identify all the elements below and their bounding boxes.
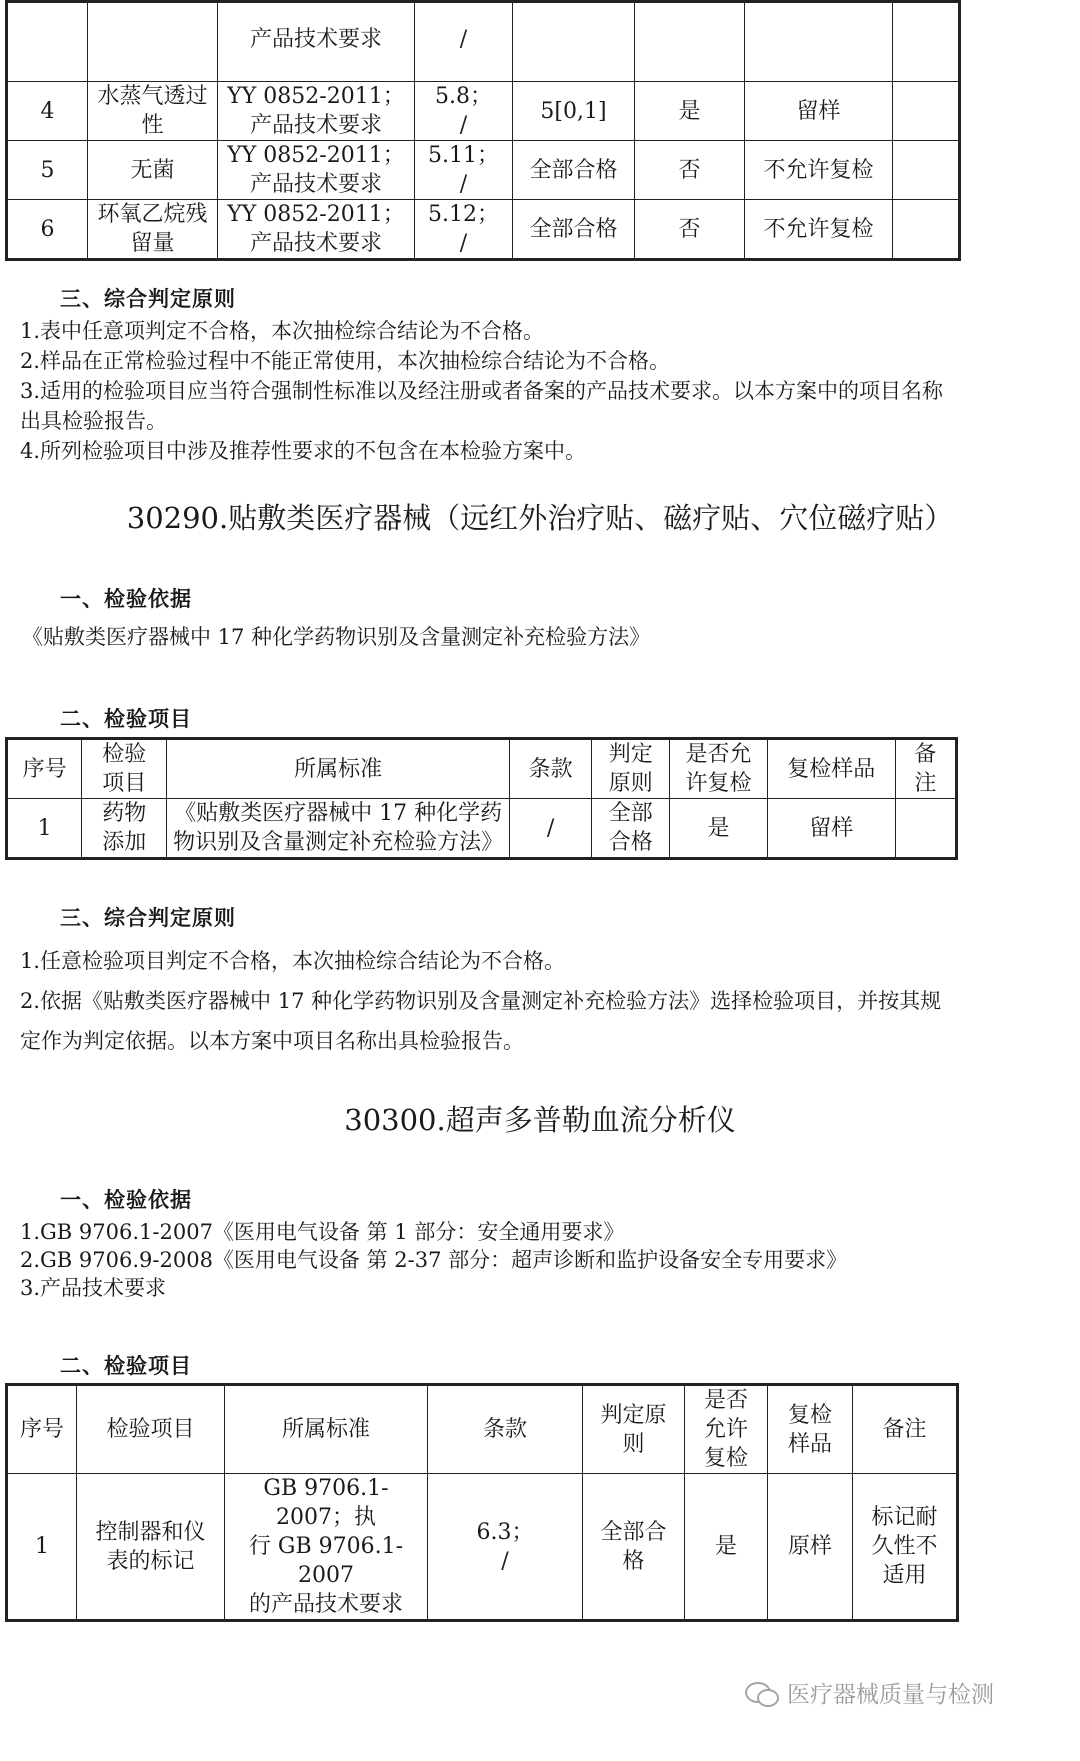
cell-clause-line: / [459,113,468,138]
cell-sample: 留样 [745,82,893,141]
cell-item-line: 无菌 [130,157,175,183]
header-recheck-line: 复检 [703,1446,748,1471]
cell-note [893,82,960,141]
cell-sample [745,2,893,82]
cell-std-line: 产品技术要求 [249,172,382,197]
cell-std-line: 物识别及含量测定补充检验方法》 [173,830,504,855]
principle-list [20,941,1064,1061]
table-row [7,799,957,859]
cell-item [82,799,167,859]
cell-std-line: 产品技术要求 [249,231,382,256]
cell-sample: 不允许复检 [745,141,893,200]
principle-line: 定作为判定依据。以本方案中项目名称出具检验报告。 [20,1029,524,1053]
cell-recheck: 是 [685,1474,768,1621]
cell-clause-line: 6.3； [476,1519,534,1545]
cell-note [893,2,960,82]
table-row [7,1474,958,1621]
section-heading: 二、检验项目 [60,707,192,731]
cell-principle-line: 合格 [608,830,653,855]
cell-note-line: 标记耐 [871,1505,938,1530]
document-title: 30300.超声多普勒血流分析仪 [344,1103,736,1137]
principle-line: 2.依据《贴敷类医疗器械中 17 种化学药物识别及含量测定补充检验方法》选择检验项目，并按其规 [20,989,942,1013]
basis-line: 《贴敷类医疗器械中 17 种化学药物识别及含量测定补充检验方法》 [22,625,651,649]
inspection-table-continued [5,0,961,261]
table-header-row [7,739,957,799]
cell-principle [583,1474,685,1621]
header-recheck-line: 允许 [703,1417,748,1442]
cell-std-line: GB 9706.1-2007；执 [263,1476,389,1530]
header-note-line: 注 [914,771,937,796]
cell-clause-line: / [459,172,468,197]
cell-clause [415,200,513,260]
cell-principle-line: 全部合 [600,1519,667,1545]
cell-no: 1 [7,1474,77,1621]
section-heading: 一、检验依据 [60,587,192,611]
cell-principle [513,200,635,260]
cell-item [88,2,218,82]
cell-clause-line: 5.12； [428,202,499,227]
cell-recheck: 是 [635,82,745,141]
cell-principle [592,799,670,859]
cell-clause [428,1474,583,1621]
cell-sample: 不允许复检 [745,200,893,260]
cell-note [853,1474,958,1621]
cell-std-line: 的产品技术要求 [248,1592,403,1617]
cell-std-line: 产品技术要求 [249,113,382,138]
cell-principle [513,141,635,200]
cell-item [88,200,218,260]
cell-clause: / [510,799,592,859]
cell-item-line: 添加 [102,830,147,855]
watermark [745,1676,994,1709]
header-recheck [685,1385,768,1474]
header-recheck-line: 许复检 [685,771,752,796]
cell-item-line: 性 [141,113,164,138]
header-recheck [670,739,767,799]
header-principle-line: 判定原 [600,1402,667,1428]
header-clause: 条款 [428,1385,583,1474]
cell-note-line: 适用 [882,1563,927,1588]
cell-no: 6 [7,200,88,260]
table-row [7,2,960,82]
table-row [7,200,960,260]
basis-line: 1.GB 9706.1-2007《医用电气设备 第 1 部分：安全通用要求》 [20,1220,625,1244]
principle-line: 1.表中任意项判定不合格，本次抽检综合结论为不合格。 [20,319,545,343]
header-item: 检验项目 [77,1385,225,1474]
cell-std [218,2,415,82]
cell-clause [415,82,513,141]
cell-clause-line: / [459,231,468,256]
header-clause: 条款 [510,739,592,799]
section-heading: 三、综合判定原则 [60,287,236,311]
header-std: 所属标准 [167,739,510,799]
cell-std [218,200,415,260]
cell-item-line: 药物 [102,801,147,826]
header-sample-line: 复检 [787,1402,832,1428]
cell-clause-line: 5.8； [435,84,492,109]
header-item-line: 检验 [102,742,147,767]
cell-no: 5 [7,141,88,200]
section-heading: 二、检验项目 [60,1354,192,1378]
inspection-table-30300 [5,1383,959,1622]
cell-principle-line: 全部合格 [529,216,618,242]
cell-std-line: 行 GB 9706.1-2007 [248,1534,404,1588]
cell-std [218,141,415,200]
header-principle-line: 判定 [608,742,653,767]
cell-recheck [635,2,745,82]
header-note [895,739,956,799]
cell-principle-line: 格 [622,1548,645,1574]
header-principle [583,1385,685,1474]
cell-item [77,1474,225,1621]
cell-recheck: 是 [670,799,767,859]
header-principle [592,739,670,799]
cell-clause [415,141,513,200]
cell-no [7,2,88,82]
cell-std-line: 产品技术要求 [249,27,382,52]
header-principle-line: 则 [622,1431,645,1457]
cell-std-line: YY 0852-2011； [227,143,405,168]
cell-std [167,799,510,859]
header-item [82,739,167,799]
header-note-line: 备 [914,742,937,767]
cell-std [225,1474,428,1621]
header-item-line: 项目 [102,771,147,796]
header-note: 备注 [853,1385,958,1474]
header-sample [768,1385,853,1474]
cell-item-line: 控制器和仪 [95,1519,206,1545]
wechat-icon [745,1680,779,1706]
table-row [7,82,960,141]
header-principle-line: 原则 [608,771,653,796]
cell-clause-line: / [501,1548,509,1574]
cell-principle [513,82,635,141]
cell-no: 4 [7,82,88,141]
header-recheck-line: 是否 [703,1388,748,1413]
cell-std-line: YY 0852-2011； [227,202,405,227]
cell-sample: 原样 [768,1474,853,1621]
cell-note-line: 久性不 [871,1534,938,1559]
principle-line: 出具检验报告。 [20,409,167,433]
basis-list [20,1218,1064,1302]
principle-line: 1.任意检验项目判定不合格，本次抽检综合结论为不合格。 [20,949,566,973]
watermark-text: 医疗器械质量与检测 [787,1682,994,1708]
header-recheck-line: 是否允 [685,742,752,767]
section-heading: 三、综合判定原则 [60,906,236,930]
header-no: 序号 [7,739,82,799]
header-std: 所属标准 [225,1385,428,1474]
basis-line: 2.GB 9706.9-2008《医用电气设备 第 2-37 部分：超声诊断和监护设备安全专用要求》 [20,1248,848,1272]
principle-line: 3.适用的检验项目应当符合强制性标准以及经注册或者备案的产品技术要求。以本方案中的项目名称 [20,379,944,403]
cell-sample: 留样 [767,799,895,859]
inspection-table-30290 [5,737,958,860]
cell-clause-line: 5.11； [428,143,499,168]
principle-line: 2.样品在正常检验过程中不能正常使用，本次抽检综合结论为不合格。 [20,349,671,373]
header-no: 序号 [7,1385,77,1474]
cell-clause [415,2,513,82]
cell-note [895,799,956,859]
basis-line: 3.产品技术要求 [20,1276,167,1300]
cell-note [893,141,960,200]
section-heading: 一、检验依据 [60,1188,192,1212]
document-title: 30290.贴敷类医疗器械（远红外治疗贴、磁疗贴、穴位磁疗贴） [126,501,954,535]
cell-std-line: 《贴敷类医疗器械中 17 种化学药 [174,801,503,826]
cell-principle-line: 5[0,1] [540,98,607,124]
cell-item-line: 表的标记 [106,1548,195,1574]
cell-std-line: YY 0852-2011； [227,84,405,109]
cell-principle-line: 全部合格 [529,157,618,183]
cell-item [88,82,218,141]
cell-item-line: 水蒸气透过 [97,84,208,109]
cell-item-line: 留量 [130,231,175,256]
cell-item [88,141,218,200]
cell-note [893,200,960,260]
cell-recheck: 否 [635,141,745,200]
principle-line: 4.所列检验项目中涉及推荐性要求的不包含在本检验方案中。 [20,439,587,463]
cell-no: 1 [7,799,82,859]
header-sample-line: 样品 [787,1431,832,1457]
cell-recheck: 否 [635,200,745,260]
cell-item-line: 环氧乙烷残 [97,202,208,227]
cell-principle [513,2,635,82]
cell-principle-line: 全部 [608,801,653,826]
cell-std [218,82,415,141]
table-row [7,141,960,200]
cell-clause-line: / [459,27,468,52]
principle-list [20,316,1064,466]
table-header-row [7,1385,958,1474]
header-sample: 复检样品 [767,739,895,799]
